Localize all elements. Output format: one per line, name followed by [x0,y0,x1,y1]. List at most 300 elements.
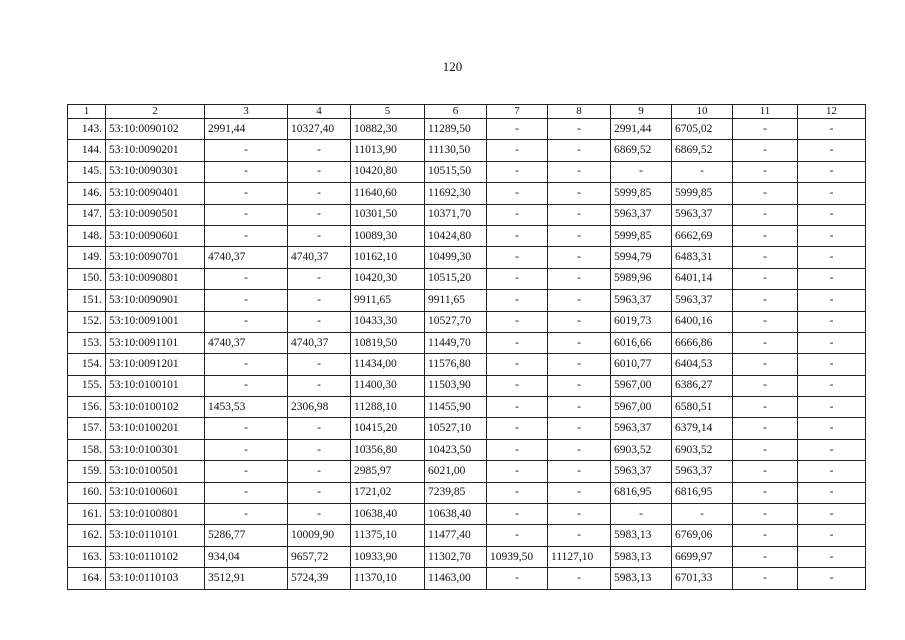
table-cell: - [288,290,351,311]
table-cell: - [487,568,548,589]
row-number-cell: 157. [68,418,106,439]
table-cell: 6379,14 [672,418,733,439]
cadastral-number-cell: 53:10:0090401 [106,183,205,204]
cadastral-number-cell: 53:10:0090201 [106,140,205,161]
table-cell: - [548,397,611,418]
table-row [68,354,866,375]
table-row [68,311,866,332]
cadastral-number-cell: 53:10:0100601 [106,482,205,503]
table-row [68,482,866,503]
table-cell: 4740,37 [288,247,351,268]
table-row [68,140,866,161]
table-cell: 11477,40 [425,525,487,546]
table-cell: - [672,161,733,182]
table-cell: - [798,439,866,460]
table-cell: - [611,161,672,182]
cadastral-number-cell: 53:10:0100101 [106,375,205,396]
table-cell: - [798,161,866,182]
table-cell: - [487,461,548,482]
table-row [68,290,866,311]
table-cell: - [487,354,548,375]
cadastral-number-cell: 53:10:0090301 [106,161,205,182]
table-cell: 6699,97 [672,546,733,567]
table-cell: 2991,44 [611,119,672,140]
table-cell: 4740,37 [205,247,288,268]
table-cell: - [288,204,351,225]
table-row [68,418,866,439]
table-cell: - [733,268,798,289]
table-cell: - [733,140,798,161]
table-cell: - [205,461,288,482]
table-cell: - [487,418,548,439]
table-cell: - [611,504,672,525]
cadastral-number-cell: 53:10:0100102 [106,397,205,418]
table-cell: 9657,72 [288,546,351,567]
table-cell: 11434,00 [351,354,425,375]
table-cell: 5963,37 [611,461,672,482]
table-cell: - [733,332,798,353]
table-cell: - [733,290,798,311]
table-cell: 11288,10 [351,397,425,418]
table-cell: 5983,13 [611,525,672,546]
table-cell: - [798,119,866,140]
table-cell: 11576,80 [425,354,487,375]
table-cell: 6404,53 [672,354,733,375]
table-row [68,546,866,567]
table-cell: - [798,418,866,439]
table-cell: - [487,247,548,268]
cadastral-number-cell: 53:10:0090501 [106,204,205,225]
table-cell: - [798,482,866,503]
table-cell: - [798,525,866,546]
table-cell: 1721,02 [351,482,425,503]
table-cell: - [487,504,548,525]
row-number-cell: 148. [68,225,106,246]
cadastral-number-cell: 53:10:0110102 [106,546,205,567]
table-cell: 6769,06 [672,525,733,546]
table-cell: - [487,140,548,161]
page-number: 120 [442,59,463,74]
table-cell: - [798,546,866,567]
table-row [68,375,866,396]
header-row [68,105,866,119]
table-cell: - [548,418,611,439]
table-cell: 11289,50 [425,119,487,140]
table-cell: - [205,204,288,225]
table-cell: 5983,13 [611,568,672,589]
table-cell: - [798,311,866,332]
row-number-cell: 146. [68,183,106,204]
table-cell: - [487,268,548,289]
table-cell: - [672,504,733,525]
table-cell: 11013,90 [351,140,425,161]
table-cell: 6666,86 [672,332,733,353]
table-cell: - [548,461,611,482]
table-cell: 5963,37 [611,290,672,311]
table-cell: 10301,50 [351,204,425,225]
table-cell: - [548,183,611,204]
table-cell: 4740,37 [288,332,351,353]
row-number-cell: 143. [68,119,106,140]
row-number-cell: 149. [68,247,106,268]
cadastral-number-cell: 53:10:0091101 [106,332,205,353]
table-cell: 2985,97 [351,461,425,482]
table-cell: - [733,461,798,482]
table-cell: - [205,183,288,204]
table-cell: - [548,119,611,140]
cadastral-number-cell: 53:10:0100201 [106,418,205,439]
table-cell: - [548,204,611,225]
table-cell: - [205,482,288,503]
cadastral-number-cell: 53:10:0090901 [106,290,205,311]
column-header: 10 [672,105,733,119]
table-cell: 2306,98 [288,397,351,418]
table-row [68,461,866,482]
table-cell: 5989,96 [611,268,672,289]
table-cell: - [548,332,611,353]
table-cell: - [798,332,866,353]
table-cell: 5999,85 [672,183,733,204]
table-cell: - [733,375,798,396]
row-number-cell: 164. [68,568,106,589]
column-header: 12 [798,105,866,119]
cadastral-number-cell: 53:10:0100501 [106,461,205,482]
table-cell: - [487,439,548,460]
table-cell: - [548,225,611,246]
table-cell: - [733,525,798,546]
table-cell: 5999,85 [611,225,672,246]
column-header: 8 [548,105,611,119]
table-cell: - [487,290,548,311]
table-cell: - [733,439,798,460]
table-cell: - [733,397,798,418]
column-header: 3 [205,105,288,119]
table-cell: - [288,461,351,482]
table-cell: 11455,90 [425,397,487,418]
table-cell: - [487,119,548,140]
table-cell: - [548,439,611,460]
table-cell: 11400,30 [351,375,425,396]
table-cell: 6903,52 [672,439,733,460]
table-cell: - [288,225,351,246]
table-cell: 6705,02 [672,119,733,140]
table-cell: - [288,140,351,161]
row-number-cell: 160. [68,482,106,503]
table-row [68,397,866,418]
table-cell: - [487,311,548,332]
table-cell: 934,04 [205,546,288,567]
table-cell: 7239,85 [425,482,487,503]
table-cell: - [487,204,548,225]
table-cell: 10819,50 [351,332,425,353]
row-number-cell: 156. [68,397,106,418]
table-cell: 10933,90 [351,546,425,567]
table-cell: 9911,65 [425,290,487,311]
table-cell: 6580,51 [672,397,733,418]
table-cell: - [288,354,351,375]
cadastral-number-cell: 53:10:0090102 [106,119,205,140]
table-row [68,525,866,546]
table-cell: 11692,30 [425,183,487,204]
cadastral-number-cell: 53:10:0100801 [106,504,205,525]
table-cell: 6816,95 [611,482,672,503]
table-row [68,204,866,225]
table-cell: - [798,247,866,268]
row-number-cell: 163. [68,546,106,567]
column-header: 1 [68,105,106,119]
table-cell: - [548,290,611,311]
table-cell: 6019,73 [611,311,672,332]
row-number-cell: 158. [68,439,106,460]
row-number-cell: 154. [68,354,106,375]
cadastral-number-cell: 53:10:0090801 [106,268,205,289]
table-row [68,225,866,246]
table-cell: 5724,39 [288,568,351,589]
table-cell: 6010,77 [611,354,672,375]
table-cell: 11127,10 [548,546,611,567]
table-cell: 10527,10 [425,418,487,439]
table-cell: - [733,418,798,439]
table-cell: 5999,85 [611,183,672,204]
table-cell: - [798,204,866,225]
table-cell: - [733,546,798,567]
table-cell: - [205,268,288,289]
row-number-cell: 145. [68,161,106,182]
table-cell: - [548,525,611,546]
cadastral-number-cell: 53:10:0100301 [106,439,205,460]
table-cell: - [548,568,611,589]
table-cell: - [205,375,288,396]
table-cell: - [205,161,288,182]
table-row [68,268,866,289]
table-cell: 5983,13 [611,546,672,567]
row-number-cell: 153. [68,332,106,353]
table-cell: 6483,31 [672,247,733,268]
table-cell: 10638,40 [351,504,425,525]
table-cell: 3512,91 [205,568,288,589]
table-cell: - [288,183,351,204]
table-cell: - [548,140,611,161]
table-cell: - [548,375,611,396]
table-cell: - [798,568,866,589]
column-header: 9 [611,105,672,119]
table-cell: - [205,290,288,311]
table-cell: 11302,70 [425,546,487,567]
table-cell: 5963,37 [672,461,733,482]
table-cell: 6869,52 [611,140,672,161]
table-cell: 6701,33 [672,568,733,589]
table-cell: - [548,354,611,375]
table-cell: - [205,439,288,460]
row-number-cell: 159. [68,461,106,482]
table-cell: - [733,161,798,182]
table-row [68,183,866,204]
table-cell: - [205,140,288,161]
table-cell: 6903,52 [611,439,672,460]
row-number-cell: 147. [68,204,106,225]
table-row [68,247,866,268]
table-cell: - [733,225,798,246]
table-cell: - [205,354,288,375]
table-cell: - [487,525,548,546]
table-cell: - [733,247,798,268]
table-row [68,439,866,460]
table-cell: 9911,65 [351,290,425,311]
cadastral-number-cell: 53:10:0091201 [106,354,205,375]
table-cell: 10638,40 [425,504,487,525]
table-cell: 10415,20 [351,418,425,439]
table-cell: 10882,30 [351,119,425,140]
table-cell: 1453,53 [205,397,288,418]
table-cell: - [798,354,866,375]
table-cell: 5963,37 [611,418,672,439]
table-cell: 10939,50 [487,546,548,567]
table-cell: 10499,30 [425,247,487,268]
cadastral-number-cell: 53:10:0091001 [106,311,205,332]
table-cell: - [798,397,866,418]
row-number-cell: 151. [68,290,106,311]
table-cell: 11449,70 [425,332,487,353]
table-cell: - [487,183,548,204]
table-cell: - [733,354,798,375]
table-cell: 5994,79 [611,247,672,268]
table-cell: - [548,161,611,182]
row-number-cell: 161. [68,504,106,525]
table-cell: 10356,80 [351,439,425,460]
row-number-cell: 144. [68,140,106,161]
row-number-cell: 152. [68,311,106,332]
table-cell: 6401,14 [672,268,733,289]
table-cell: 6386,27 [672,375,733,396]
row-number-cell: 162. [68,525,106,546]
cadastral-number-cell: 53:10:0110101 [106,525,205,546]
table-cell: 11463,00 [425,568,487,589]
column-header: 11 [733,105,798,119]
row-number-cell: 155. [68,375,106,396]
cadastral-number-cell: 53:10:0090701 [106,247,205,268]
table-cell: - [733,204,798,225]
table-cell: - [798,140,866,161]
table-cell: - [798,268,866,289]
table-cell: 5286,77 [205,525,288,546]
cadastral-number-cell: 53:10:0090601 [106,225,205,246]
table-cell: 6016,66 [611,332,672,353]
table-cell: 11370,10 [351,568,425,589]
table-cell: - [487,225,548,246]
column-header: 4 [288,105,351,119]
table-cell: - [487,482,548,503]
table-cell: - [733,119,798,140]
table-cell: 6869,52 [672,140,733,161]
table-cell: - [798,183,866,204]
table-cell: - [288,161,351,182]
table-cell: 6662,69 [672,225,733,246]
table-cell: 10424,80 [425,225,487,246]
table-cell: - [288,482,351,503]
table-cell: - [733,482,798,503]
table-cell: - [205,311,288,332]
table-cell: 10089,30 [351,225,425,246]
table-row [68,332,866,353]
column-header: 6 [425,105,487,119]
table-cell: 2991,44 [205,119,288,140]
table-cell: 10433,30 [351,311,425,332]
table-cell: - [487,161,548,182]
data-table [67,104,866,590]
table-cell: - [548,311,611,332]
table-cell: 5963,37 [672,290,733,311]
table-cell: - [205,504,288,525]
table-cell: 10009,90 [288,525,351,546]
table-cell: - [205,225,288,246]
table-row [68,504,866,525]
table-cell: - [487,332,548,353]
table-cell: 6400,16 [672,311,733,332]
table-cell: - [733,568,798,589]
table-cell: 10515,50 [425,161,487,182]
table-cell: 10423,50 [425,439,487,460]
table-cell: 11503,90 [425,375,487,396]
table-row [68,161,866,182]
column-header: 5 [351,105,425,119]
table-cell: 10527,70 [425,311,487,332]
table-cell: - [487,375,548,396]
table-cell: - [288,268,351,289]
table-row [68,119,866,140]
table-cell: 6021,00 [425,461,487,482]
table-cell: - [205,418,288,439]
table-cell: - [548,247,611,268]
table-cell: - [288,375,351,396]
table-cell: 5963,37 [672,204,733,225]
table-cell: 5963,37 [611,204,672,225]
table-cell: - [798,375,866,396]
table-row [68,568,866,589]
table-cell: - [548,504,611,525]
table-body [68,119,866,590]
cadastral-number-cell: 53:10:0110103 [106,568,205,589]
table-cell: 11640,60 [351,183,425,204]
row-number-cell: 150. [68,268,106,289]
table-cell: - [798,504,866,525]
table-cell: 6816,95 [672,482,733,503]
table-cell: 11130,50 [425,140,487,161]
table-cell: - [798,290,866,311]
table-cell: 10162,10 [351,247,425,268]
table-cell: 11375,10 [351,525,425,546]
table-cell: 10371,70 [425,204,487,225]
table-cell: - [288,418,351,439]
column-header: 2 [106,105,205,119]
table-cell: 4740,37 [205,332,288,353]
table-cell: - [548,482,611,503]
table-cell: - [288,439,351,460]
table-cell: - [798,461,866,482]
table-cell: - [798,225,866,246]
table-cell: 5967,00 [611,397,672,418]
table-cell: - [733,311,798,332]
table-cell: - [733,183,798,204]
table-cell: - [733,504,798,525]
table-cell: 10420,80 [351,161,425,182]
table-cell: - [487,397,548,418]
table-cell: 10420,30 [351,268,425,289]
table-cell: 10327,40 [288,119,351,140]
table-cell: - [288,504,351,525]
table-cell: - [548,268,611,289]
table-cell: - [288,311,351,332]
table-cell: 10515,20 [425,268,487,289]
